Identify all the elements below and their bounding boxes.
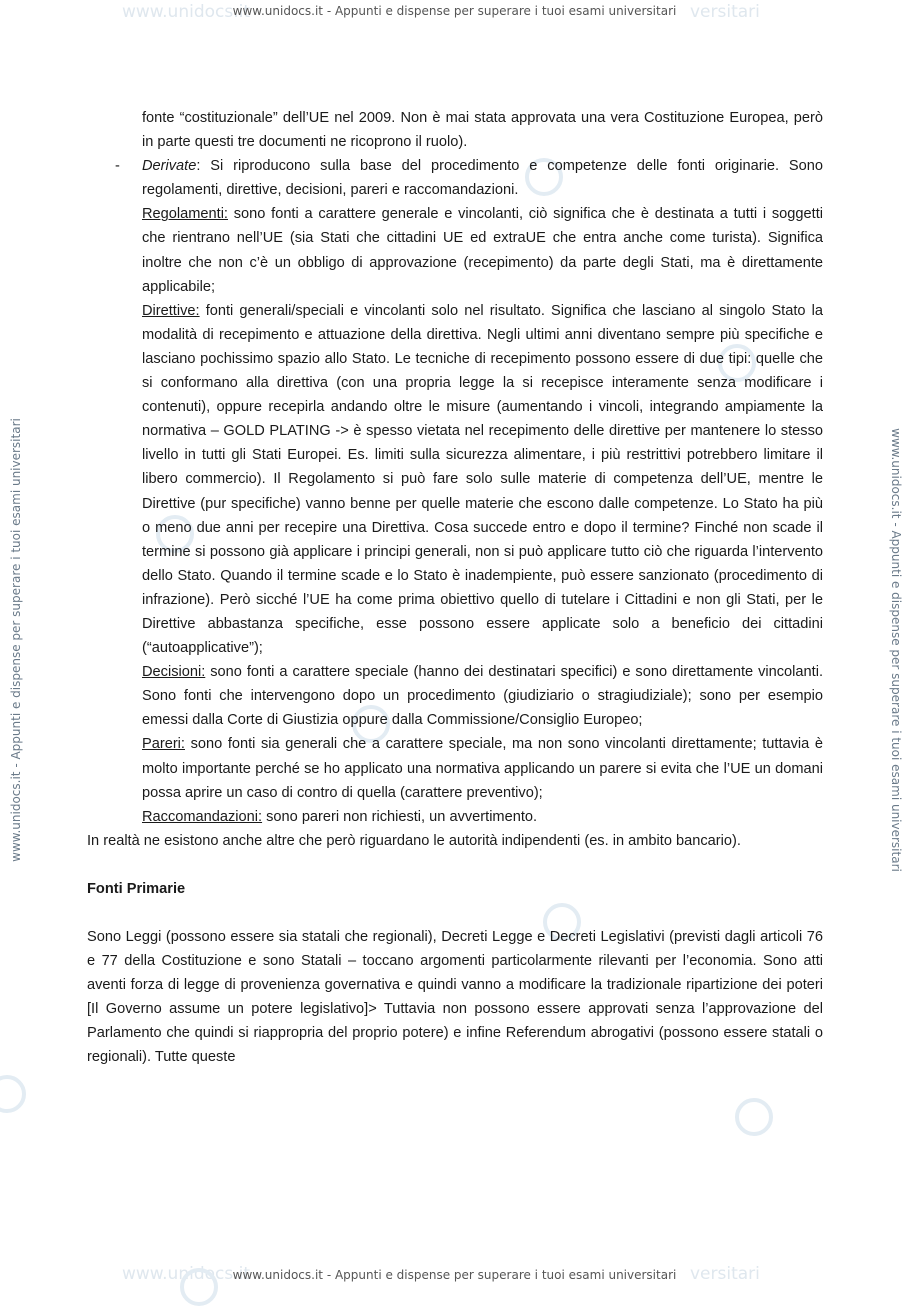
right-side-watermark: www.unidocs.it - Appunti e dispense per superare i tuoi esami universitari <box>889 428 903 872</box>
faint-watermark-top-right: versitari <box>690 2 760 22</box>
section-heading: Fonti Primarie <box>87 880 186 897</box>
unidocs-logo-icon <box>0 1075 26 1113</box>
decisioni-text: sono fonti a carattere speciale (hanno dei destinatari specifici) e sono direttamente vincolanti. Sono fonti che intervengono dopo un procedimento (giudiziario o stragiudiziale); sono per esempio emessi dalla Corte di Giustizia oppure dalla Commissione/Consiglio Europeo; <box>142 664 823 729</box>
regolamenti-term: Regolamenti: <box>142 206 228 223</box>
faint-watermark-top: www.unidocs.it <box>122 2 251 22</box>
pareri-paragraph <box>87 732 823 804</box>
regolamenti-paragraph <box>87 202 823 298</box>
document-body <box>87 106 823 1070</box>
direttive-term: Direttive: <box>142 302 200 319</box>
list-dash: - <box>115 158 120 175</box>
unidocs-logo-icon <box>180 1268 218 1306</box>
intro-paragraph: fonte “costituzionale” dell’UE nel 2009. Non è mai stata approvata una vera Costituzione Europea, però in parte questi tre documenti ne ricoprono il ruolo). <box>142 110 823 151</box>
decisioni-paragraph <box>87 660 823 732</box>
header-watermark[interactable]: www.unidocs.it - Appunti e dispense per superare i tuoi esami universitari <box>232 4 677 18</box>
fonti-primarie-paragraph: Sono Leggi (possono essere sia statali che regionali), Decreti Legge e Decreti Legislativi (previsti dagli articoli 76 e 77 della Costituzione e sono Statali – toccano argomenti particolarmente rilevanti per l’economia. Sono atti aventi forza di legge di provenienza governativa e quindi vanno a modificare la tradizionale ripartizione dei poteri [Il Governo assume un potere legislativo]> Tuttavia non possono essere approvati senza l’approvazione del Parlamento che quindi si riappropria del proprio potere) e infine Referendum abrogativi (possono essere statali o regionali). Tutte queste <box>87 929 823 1066</box>
altre-paragraph: In realtà ne esistono anche altre che però riguardano le autorità indipendenti (es. in ambito bancario). <box>87 832 741 849</box>
decisioni-term: Decisioni: <box>142 664 206 681</box>
raccomandazioni-term: Raccomandazioni: <box>142 808 263 825</box>
footer-watermark[interactable]: www.unidocs.it - Appunti e dispense per superare i tuoi esami universitari <box>232 1268 677 1282</box>
direttive-paragraph <box>87 299 823 660</box>
regolamenti-text: sono fonti a carattere generale e vincolanti, ciò significa che è destinata a tutti i soggetti che rientrano nell’UE (sia Stati che cittadini UE ed extraUE che entra anche come turista). Significa inoltre che non c’è un obbligo di approvazione (recepimento) da parte degli Stati, ma è direttamente applicabile; <box>142 206 823 295</box>
unidocs-logo-icon <box>735 1098 773 1136</box>
pareri-text: sono fonti sia generali che a carattere speciale, ma non sono vincolanti direttamente; tuttavia è molto importante perché se ho applicato una normativa applicando un parere si evita che l’UE un domani possa aprire un caso di contro di quella (carattere preventivo); <box>142 736 823 801</box>
raccomandazioni-paragraph <box>87 805 823 829</box>
derivate-term: Derivate <box>142 158 197 175</box>
direttive-text: fonti generali/speciali e vincolanti solo nel risultato. Significa che lasciano al singolo Stato la modalità di recepimento e attuazione della direttiva. Negli ultimi anni diventano sempre più specifiche e lasciano pochissimo spazio allo Stato. Le tecniche di recepimento possono essere di due tipi: quelle che si conformano alla direttiva (con una propria legge la si recepisce interamente senza modificare i contenuti), oppure recepirla andando oltre le misure (aumentando i vincoli, integrando ampiamente la normativa – GOLD PLATING -> è spesso vietata nel recepimento delle direttive per mantenere lo stesso livello in tutti gli Stati Europei. Es. limiti sulla sicurezza alimentare, i più restrittivi potrebbero limitare il libero commercio). Il Regolamento si può fare solo sulle materie di competenza dell’UE, mentre le Direttive (pur specifiche) vanno benne per quelle materie che escono dalle competenze. Lo Stato ha più o meno due anni per recepire una Direttiva. Cosa succede entro e dopo il termine? Finché non scade il termine si possono già applicare i principi generali, non si può applicare tutto ciò che riguarda l’intervento dello Stato. Quando il termine scade e lo Stato è inadempiente, può essere sanzionato (procedimento di infrazione). Però sicché l’UE ha come prima obiettivo quello di tutelare i Cittadini e non gli Stati, per le Direttive abbastanza specifiche, esse possono essere applicate solo a beneficio dei cittadini (“autoapplicative”); <box>142 302 823 657</box>
derivate-paragraph <box>87 154 823 202</box>
derivate-text: : Si riproducono sulla base del procedimento e competenze delle fonti originarie. Sono regolamenti, direttive, decisioni, pareri e raccomandazioni. <box>142 158 823 199</box>
faint-watermark-bottom: www.unidocs.it <box>122 1264 251 1284</box>
pareri-term: Pareri: <box>142 736 185 753</box>
faint-watermark-bottom-right: versitari <box>690 1264 760 1284</box>
left-side-watermark: www.unidocs.it - Appunti e dispense per superare i tuoi esami universitari <box>9 418 23 862</box>
raccomandazioni-text: sono pareri non richiesti, un avvertimento. <box>262 808 538 825</box>
